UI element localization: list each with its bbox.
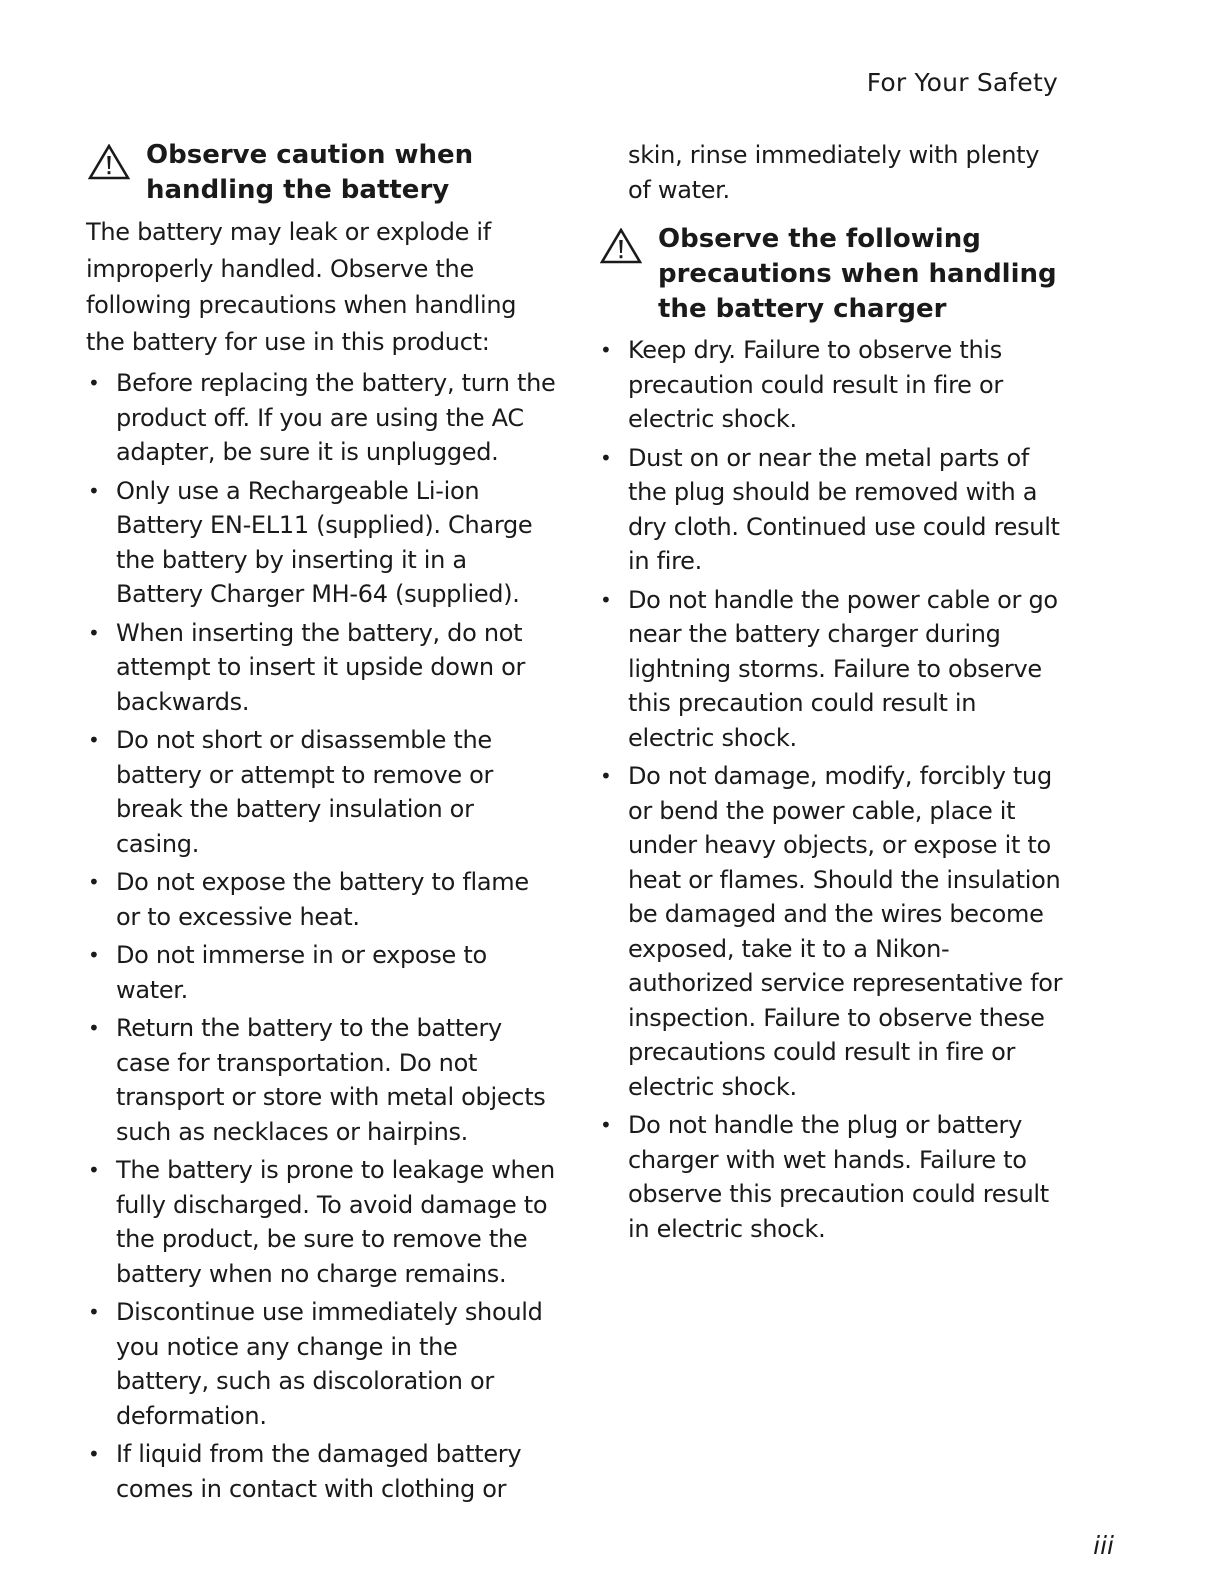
bullet-icon: •	[88, 1016, 100, 1040]
list-item: • Only use a Rechargeable Li-ion Battery EN-EL11 (supplied). Charge the battery by inserting it in a Battery Charger MH-64 (supplied).	[86, 474, 556, 612]
list-item: • Do not short or disassemble the battery or attempt to remove or break the battery insulation or casing.	[86, 723, 556, 861]
bullet-icon: •	[88, 371, 100, 395]
battery-caution-heading	[86, 138, 556, 208]
page-number: iii	[1093, 1531, 1114, 1560]
charger-precautions-list	[598, 333, 1068, 1246]
bullet-icon: •	[88, 1300, 100, 1324]
list-item: • Discontinue use immediately should you notice any change in the battery, such as discoloration or deformation.	[86, 1295, 556, 1433]
bullet-icon: •	[88, 620, 100, 645]
list-item: • Do not damage, modify, forcibly tug or bend the power cable, place it under heavy objects, or expose it to heat or flames. Should the insulation be damaged and the wires become exposed, take it to a Nikon-authorized service representative for inspection. Failure to observe these precautions could result in fire or electric shock.	[598, 759, 1068, 1104]
right-column	[598, 138, 1068, 1250]
battery-caution-continuation: skin, rinse immediately with plenty of water.	[628, 141, 1040, 204]
page-header-title: For Your Safety	[866, 68, 1058, 97]
bullet-icon: •	[88, 728, 100, 752]
bullet-icon: •	[600, 338, 612, 362]
warning-triangle-icon	[88, 144, 130, 180]
bullet-icon: •	[88, 1158, 100, 1182]
charger-precautions-heading-text: Observe the following precautions when handling the battery charger	[658, 224, 1057, 324]
battery-precautions-list	[86, 366, 556, 1506]
list-item: • Do not handle the power cable or go near the battery charger during lightning storms. Failure to observe this precaution could result in electric shock.	[598, 583, 1068, 756]
bullet-icon: •	[88, 1442, 100, 1466]
battery-caution-intro: The battery may leak or explode if improperly handled. Observe the following precautions when handling the battery for use in this product:	[86, 218, 517, 356]
list-item: • If liquid from the damaged battery comes in contact with clothing or	[86, 1437, 556, 1506]
list-item: • Return the battery to the battery case for transportation. Do not transport or store with metal objects such as necklaces or hairpins.	[86, 1011, 556, 1149]
bullet-icon: •	[600, 587, 612, 612]
battery-caution-heading-text: Observe caution when handling the battery	[146, 140, 474, 205]
list-item: • Before replacing the battery, turn the product off. If you are using the AC adapter, be sure it is unplugged.	[86, 366, 556, 470]
list-item: • Do not expose the battery to flame or to excessive heat.	[86, 865, 556, 934]
bullet-icon: •	[600, 445, 612, 470]
list-item: • When inserting the battery, do not attempt to insert it upside down or backwards.	[86, 616, 556, 720]
bullet-icon: •	[600, 1113, 612, 1137]
charger-precautions-heading	[598, 222, 1068, 327]
list-item: • Do not handle the plug or battery charger with wet hands. Failure to observe this precaution could result in electric shock.	[598, 1108, 1068, 1246]
bullet-icon: •	[600, 764, 612, 788]
list-item: • Keep dry. Failure to observe this precaution could result in fire or electric shock.	[598, 333, 1068, 437]
list-item: • Do not immerse in or expose to water.	[86, 938, 556, 1007]
warning-triangle-icon	[600, 228, 642, 264]
list-item: • Dust on or near the metal parts of the plug should be removed with a dry cloth. Continued use could result in fire.	[598, 441, 1068, 579]
bullet-icon: •	[88, 478, 100, 503]
list-item: • The battery is prone to leakage when fully discharged. To avoid damage to the product, be sure to remove the battery when no charge remains.	[86, 1153, 556, 1291]
left-column	[86, 138, 556, 1510]
bullet-icon: •	[88, 943, 100, 967]
bullet-icon: •	[88, 870, 100, 894]
